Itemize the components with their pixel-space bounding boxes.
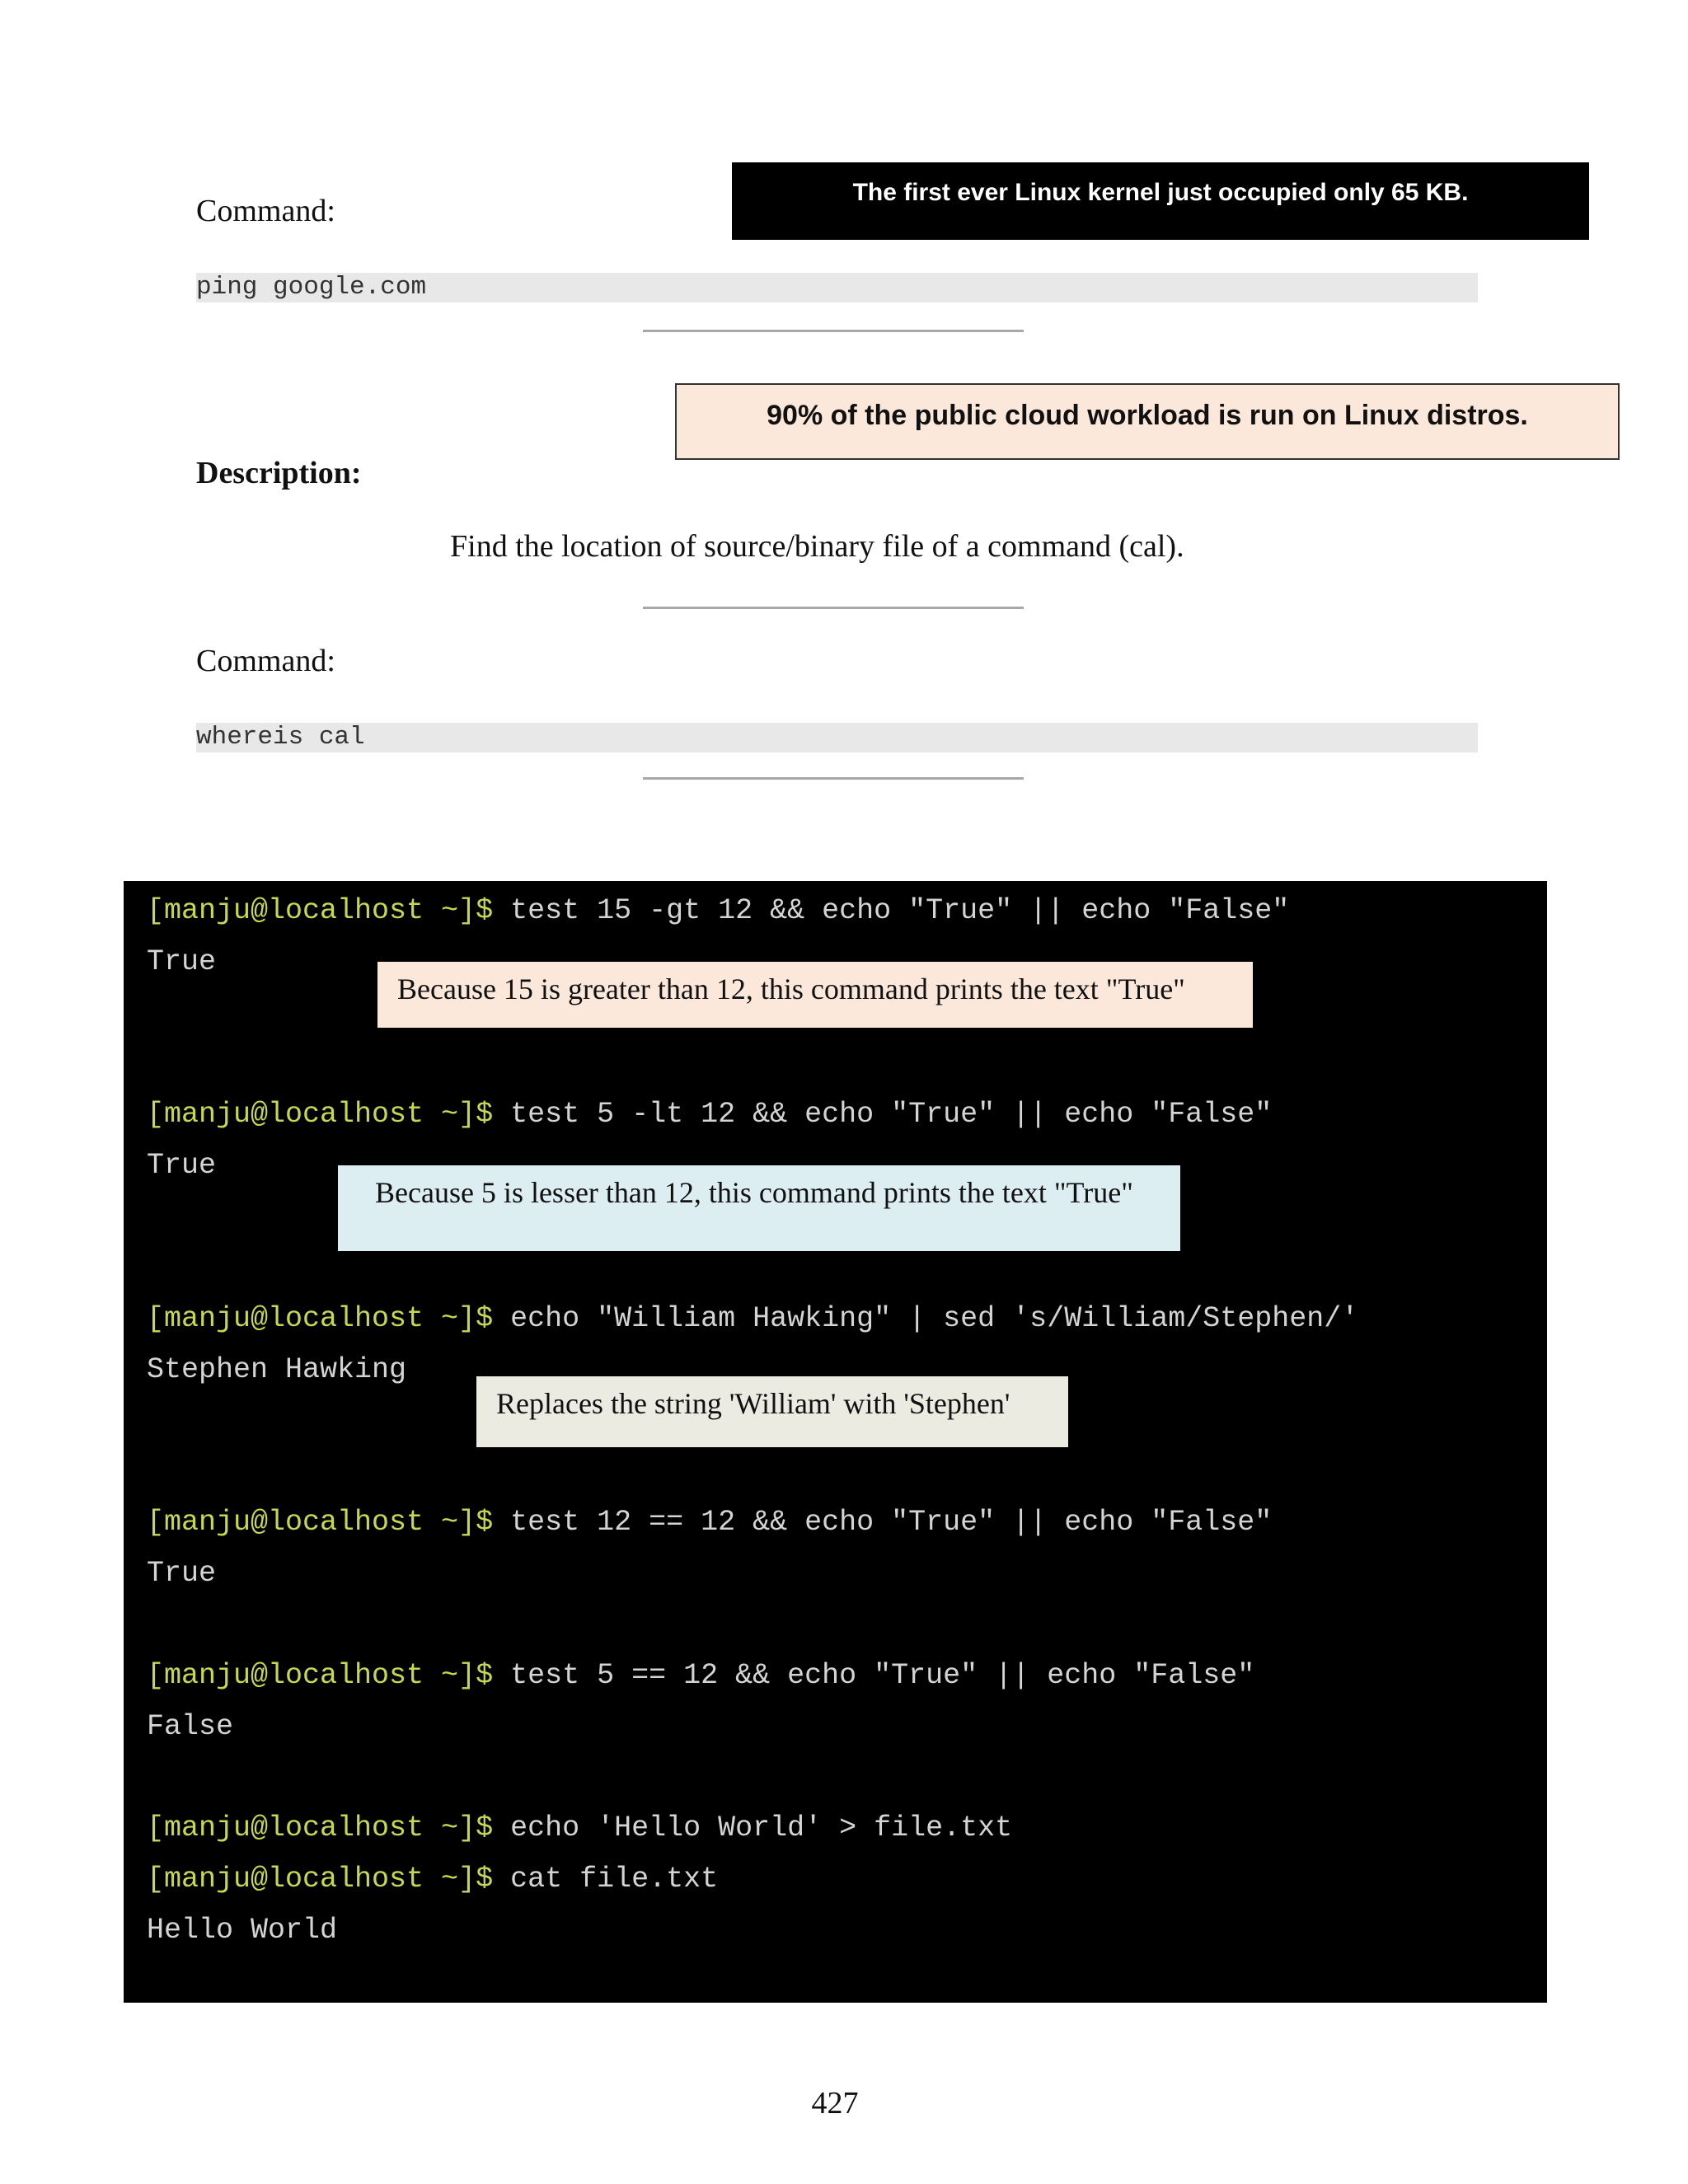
terminal-screenshot [124, 881, 1547, 2003]
annotation-note: Because 15 is greater than 12, this command prints the text "True" [377, 962, 1253, 1028]
prompt: [manju@localhost ~]$ [147, 894, 494, 927]
description-text: Find the location of source/binary file of a command (cal). [450, 529, 1184, 564]
prompt: [manju@localhost ~]$ [147, 1659, 494, 1692]
annotation-note: Replaces the string 'William' with 'Stephen' [476, 1376, 1068, 1447]
terminal-output: Hello World [147, 1914, 338, 1947]
fact-box-kernel: The first ever Linux kernel just occupied only 65 KB. [732, 162, 1589, 240]
terminal-output: Stephen Hawking [147, 1353, 407, 1386]
annotation-note: Because 5 is lesser than 12, this command prints the text "True" [338, 1165, 1180, 1251]
terminal-command-line [147, 894, 1289, 927]
prompt: [manju@localhost ~]$ [147, 1098, 494, 1131]
terminal-command-line [147, 1302, 1358, 1335]
divider [643, 330, 1024, 332]
command-text: test 12 == 12 && echo "True" || echo "False" [493, 1506, 1273, 1539]
description-label: Description: [196, 456, 362, 490]
command-label: Command: [196, 194, 335, 228]
terminal-output: True [147, 945, 217, 978]
command-text: test 5 -lt 12 && echo "True" || echo "False" [493, 1098, 1273, 1131]
terminal-output: True [147, 1149, 217, 1182]
terminal-output: False [147, 1710, 234, 1743]
terminal-command-line [147, 1863, 718, 1896]
code-whereis: whereis cal [196, 723, 1478, 752]
command-text: test 5 == 12 && echo "True" || echo "False" [493, 1659, 1255, 1692]
page-number: 427 [811, 2086, 859, 2121]
fact-box-cloud: 90% of the public cloud workload is run on Linux distros. [675, 383, 1620, 460]
prompt: [manju@localhost ~]$ [147, 1811, 494, 1844]
prompt: [manju@localhost ~]$ [147, 1863, 494, 1896]
terminal-output: True [147, 1557, 217, 1590]
terminal-command-line [147, 1659, 1254, 1692]
command-text: test 15 -gt 12 && echo "True" || echo "False" [493, 894, 1290, 927]
divider [643, 607, 1024, 609]
command-text: cat file.txt [493, 1863, 719, 1896]
code-ping: ping google.com [196, 273, 1478, 302]
command-text: echo 'Hello World' > file.txt [493, 1811, 1013, 1844]
divider [643, 777, 1024, 780]
command-text: echo "William Hawking" | sed 's/William/Stephen/' [493, 1302, 1359, 1335]
prompt: [manju@localhost ~]$ [147, 1506, 494, 1539]
prompt: [manju@localhost ~]$ [147, 1302, 494, 1335]
terminal-command-line [147, 1811, 1012, 1844]
terminal-command-line [147, 1506, 1272, 1539]
command-label: Command: [196, 644, 335, 678]
terminal-command-line [147, 1098, 1272, 1131]
